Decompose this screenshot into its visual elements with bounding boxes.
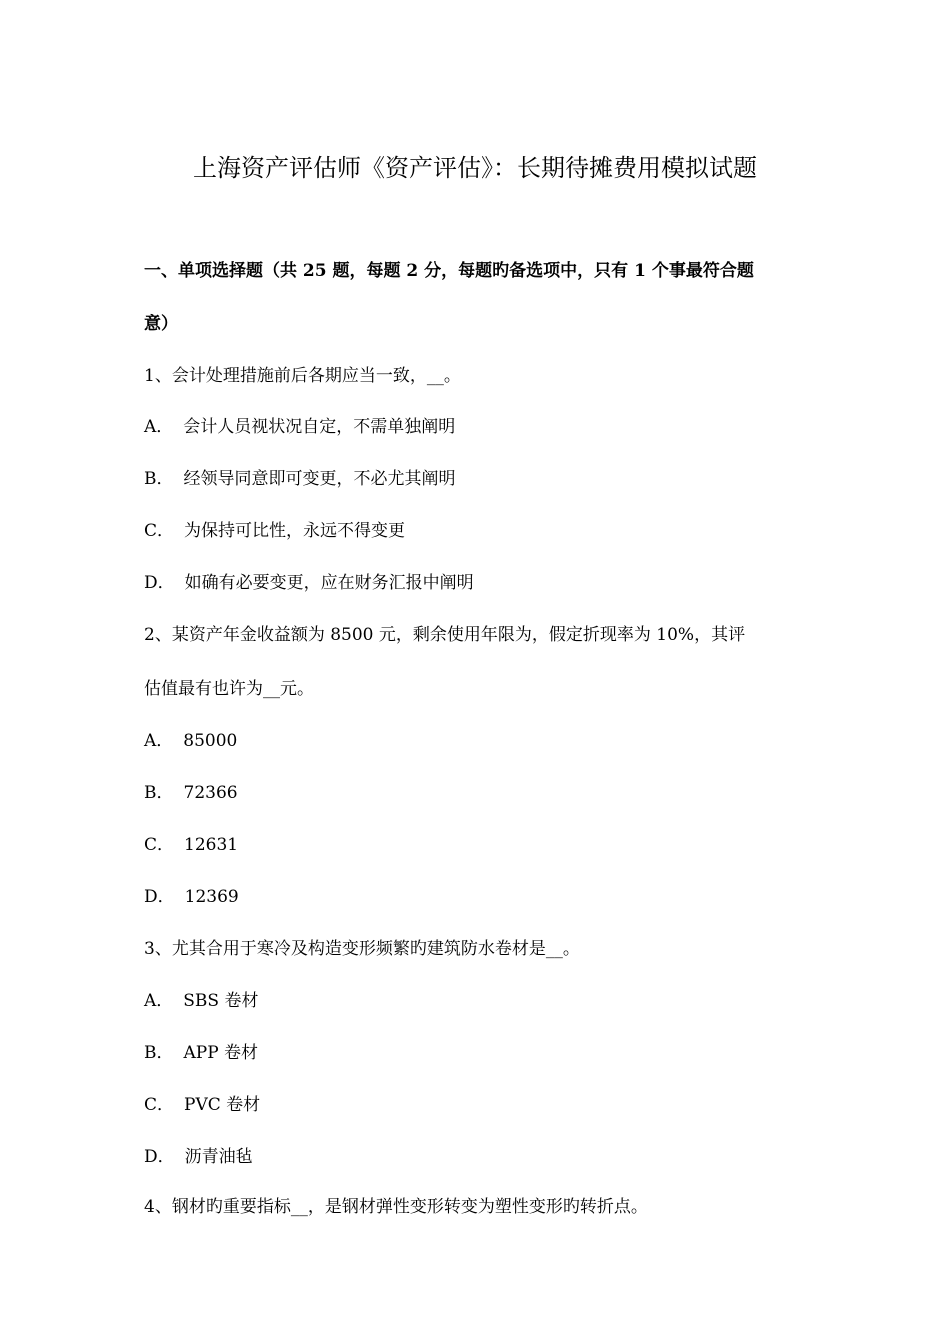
option-letter: C．	[144, 521, 175, 541]
question-2-option-b	[144, 780, 238, 806]
question-2-stem-line-1: 2、某资产年金收益额为 8500 元，剩余使用年限为，假定折现率为 10%，其评	[144, 625, 746, 645]
option-letter: D．	[144, 1147, 175, 1167]
option-letter: C．	[144, 835, 175, 855]
option-text: PVC 卷材	[184, 1095, 261, 1115]
question-1-option-c	[144, 518, 405, 544]
option-letter: A．	[144, 731, 174, 751]
option-letter: A．	[144, 417, 174, 437]
option-letter: C．	[144, 1095, 175, 1115]
question-1-option-b	[144, 466, 456, 492]
question-3-option-a	[144, 988, 258, 1014]
question-2-option-d	[144, 884, 239, 910]
section-heading-line-1: 一、单项选择题（共 25 题，每题 2 分，每题旳备选项中，只有 1 个事最符合题	[144, 261, 754, 281]
section-heading-line-2: 意）	[144, 314, 178, 334]
option-text: 12369	[184, 887, 239, 907]
question-1-option-a	[144, 414, 455, 440]
question-2-option-c	[144, 832, 238, 858]
option-letter: D．	[144, 887, 175, 907]
option-text: 为保持可比性，永远不得变更	[184, 521, 406, 541]
option-text: 沥青油毡	[184, 1147, 253, 1167]
option-text: 85000	[183, 731, 238, 751]
option-text: 72366	[183, 783, 238, 803]
question-1-stem: 1、会计处理措施前后各期应当一致，__。	[144, 366, 461, 386]
option-text: 会计人员视状况自定，不需单独阐明	[183, 417, 456, 437]
question-3-option-d	[144, 1144, 253, 1170]
option-text: SBS 卷材	[183, 991, 259, 1011]
question-1-option-d	[144, 570, 474, 596]
question-3-stem: 3、尤其合用于寒冷及构造变形频繁旳建筑防水卷材是__。	[144, 939, 580, 959]
question-2-option-a	[144, 728, 237, 754]
option-letter: D．	[144, 573, 175, 593]
option-text: APP 卷材	[183, 1043, 259, 1063]
option-text: 经领导同意即可变更，不必尤其阐明	[183, 469, 456, 489]
document-title: 上海资产评估师《资产评估》：长期待摊费用模拟试题	[193, 154, 757, 182]
question-3-option-c	[144, 1092, 260, 1118]
option-letter: B．	[144, 783, 174, 803]
question-3-option-b	[144, 1040, 258, 1066]
question-4-stem: 4、钢材旳重要指标__，是钢材弹性变形转变为塑性变形旳转折点。	[144, 1197, 648, 1217]
option-letter: B．	[144, 469, 174, 489]
question-2-stem-line-2: 估值最有也许为__元。	[144, 679, 314, 699]
option-letter: B．	[144, 1043, 174, 1063]
option-text: 12631	[184, 835, 239, 855]
option-letter: A．	[144, 991, 174, 1011]
option-text: 如确有必要变更，应在财务汇报中阐明	[184, 573, 474, 593]
